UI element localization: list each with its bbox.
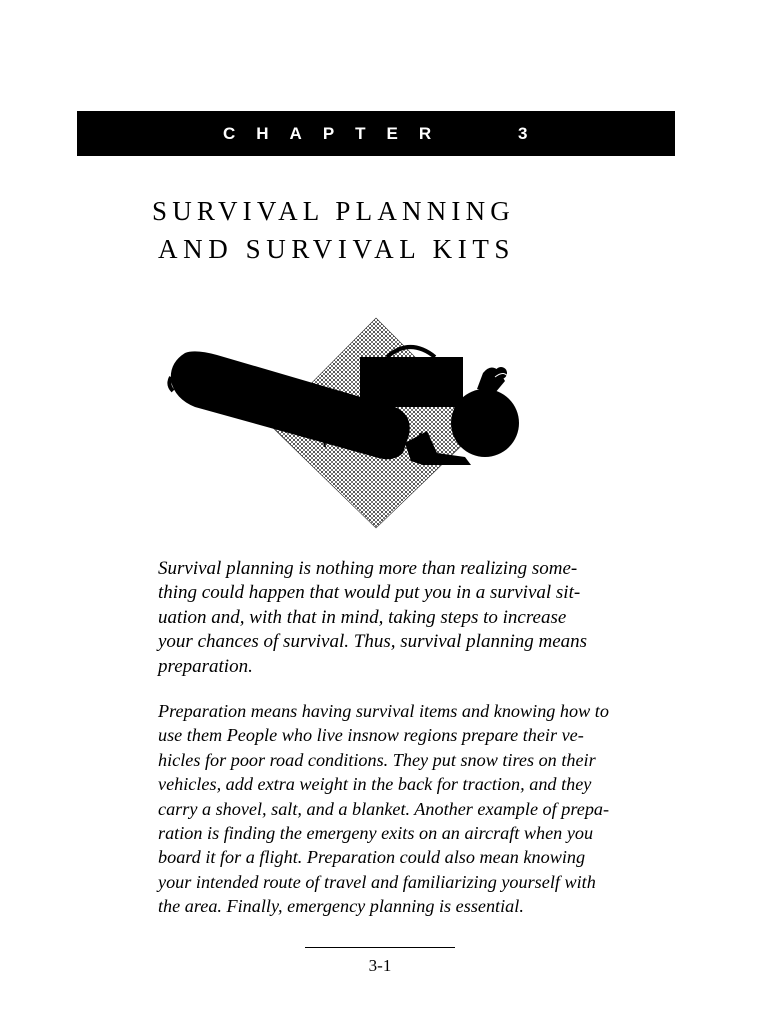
paragraph-line: the area. Finally, emergency planning is essential. — [158, 896, 524, 917]
chapter-title — [152, 192, 612, 268]
kit-case-shape — [360, 357, 463, 407]
paragraph-line: your chances of survival. Thus, survival planning means — [158, 631, 588, 653]
title-line-1: SURVIVAL PLANNING — [152, 196, 516, 226]
paragraph-line: carry a shovel, salt, and a blanket. Another example of prepa- — [158, 798, 610, 819]
paragraph-line: vehicles, add extra weight in the back for traction, and they — [158, 774, 592, 795]
paragraph-line: thing could happen that would put you in a survival sit- — [158, 582, 581, 604]
paragraph-line: ration is finding the emergeny exits on an aircraft when you — [158, 823, 594, 844]
paragraph-line: Survival planning is nothing more than realizing some- — [158, 558, 578, 579]
chapter-banner — [77, 111, 675, 156]
survival-kit-illustration — [165, 315, 535, 530]
paragraph-line: uation and, with that in mind, taking steps to increase — [158, 606, 567, 628]
intro-paragraph — [158, 557, 604, 679]
paragraph-line: Preparation means having survival items and knowing how to — [158, 701, 609, 721]
paragraph-line: use them People who live insnow regions prepare their ve- — [158, 725, 584, 746]
paragraph-line: board it for a flight. Preparation could also mean knowing — [158, 847, 586, 868]
chapter-number: 3 — [518, 123, 528, 143]
preparation-paragraph — [158, 699, 610, 919]
title-line-2: AND SURVIVAL KITS — [158, 234, 516, 264]
page-number: 3-1 — [368, 956, 392, 975]
paragraph-line: preparation. — [158, 655, 253, 677]
canteen-shape — [451, 389, 519, 457]
chapter-label: CHAPTER — [223, 123, 453, 143]
footer-rule — [305, 947, 455, 948]
paragraph-line: your intended route of travel and familiarizing yourself with — [158, 871, 596, 892]
paragraph-line: hicles for poor road conditions. They put snow tires on their — [158, 749, 596, 770]
